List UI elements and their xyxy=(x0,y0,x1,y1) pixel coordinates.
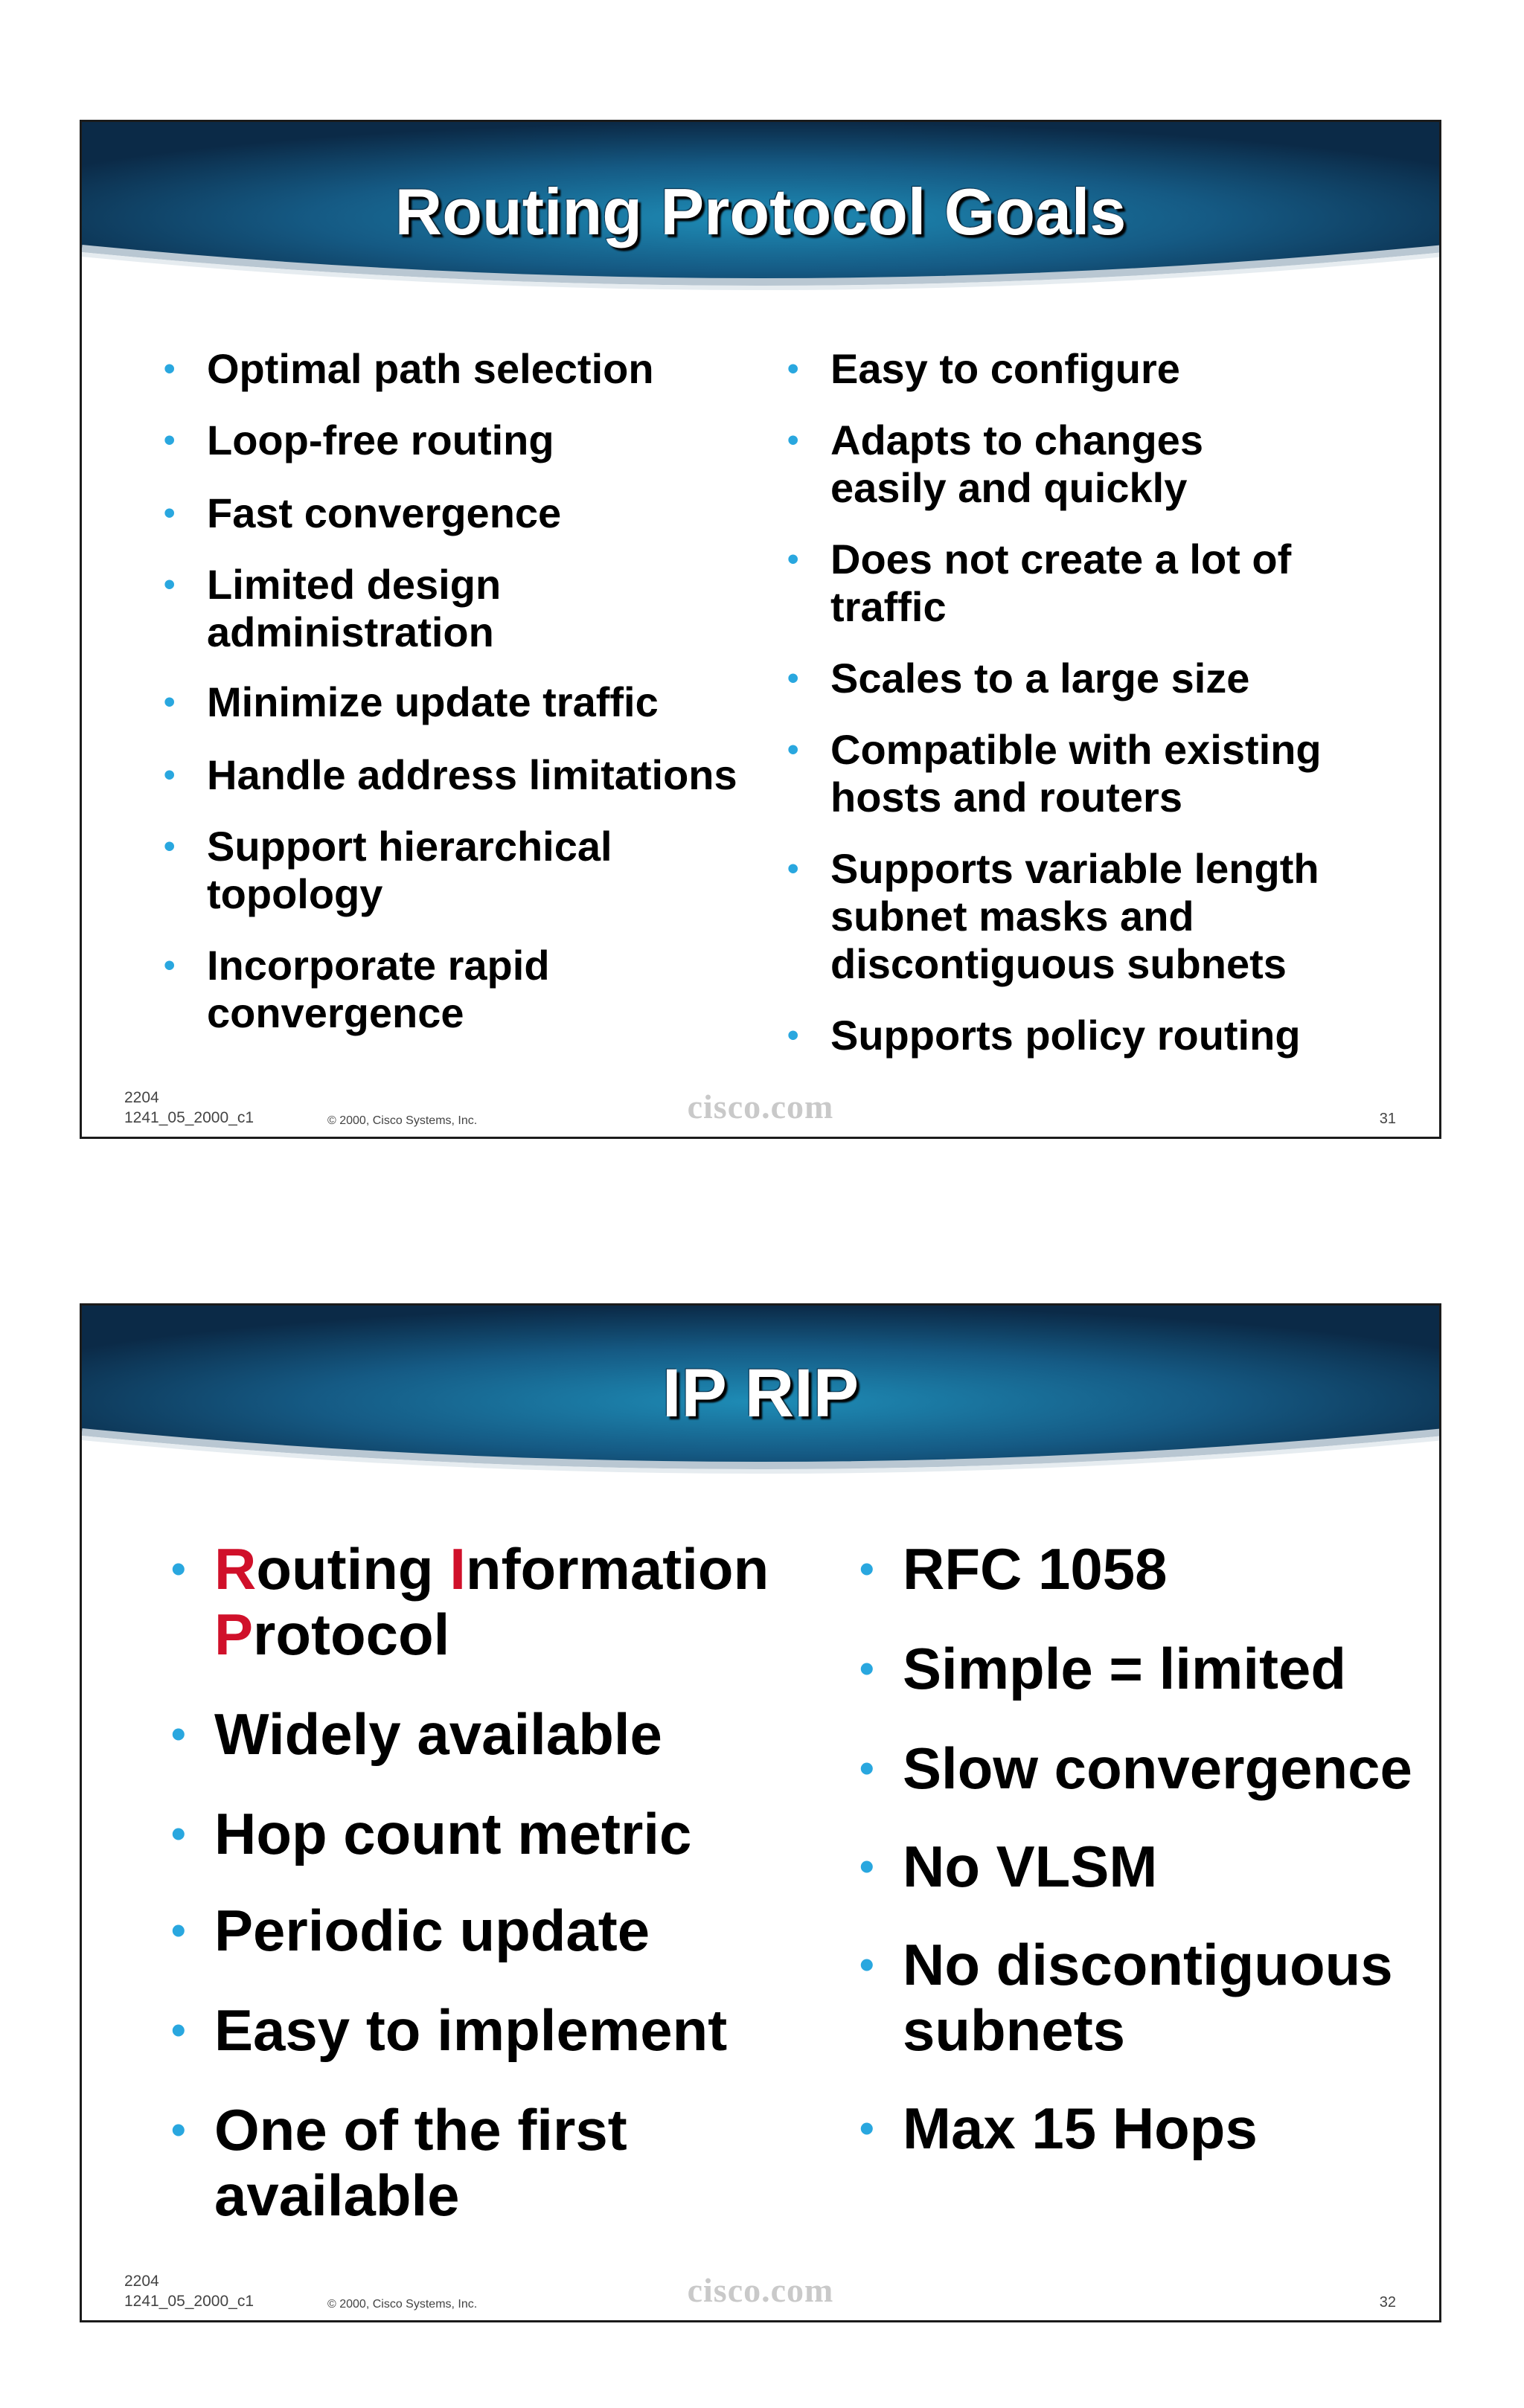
list-item: • Simple = limited xyxy=(859,1636,1347,1701)
list-item: • Handle address limitations xyxy=(164,751,737,798)
cisco-logo: cisco.com xyxy=(687,1088,834,1126)
list-item: • Max 15 Hops xyxy=(859,2096,1258,2161)
bullet-dot-icon: • xyxy=(164,422,176,458)
bullet-dot-icon: • xyxy=(787,850,799,887)
footer-copyright: © 2000, Cisco Systems, Inc. xyxy=(327,1114,478,1127)
footer-copyright: © 2000, Cisco Systems, Inc. xyxy=(327,2298,478,2311)
bullet-dot-icon: • xyxy=(859,1545,874,1592)
bullet-dot-icon: • xyxy=(859,1843,874,1890)
left-bullet-list xyxy=(171,1536,841,2228)
list-item: • Supports variable length subnet masks and discontiguous subnets xyxy=(787,845,1319,987)
page-number: 31 xyxy=(1379,1111,1396,1127)
list-item: • Widely available xyxy=(171,1701,662,1767)
list-item: • Slow convergence xyxy=(859,1736,1412,1801)
bullet-dot-icon: • xyxy=(171,1907,186,1953)
right-bullet-list xyxy=(859,1536,1425,2161)
list-item: • Support hierarchical topology xyxy=(164,823,612,917)
list-item: • Fast convergence xyxy=(164,489,562,536)
slide-ip-rip xyxy=(80,1303,1441,2322)
list-item: • Incorporate rapid convergence xyxy=(164,942,550,1036)
bullet-dot-icon: • xyxy=(164,684,176,720)
bullet-dot-icon: • xyxy=(171,2006,186,2053)
list-item: • Supports policy routing xyxy=(787,1012,1301,1059)
footer-code-line2: 1241_05_2000_c1 xyxy=(124,2293,254,2310)
list-item: • One of the first available xyxy=(171,2097,627,2228)
bullet-dot-icon: • xyxy=(787,422,799,458)
bullet-dot-icon: • xyxy=(787,1017,799,1053)
bullet-dot-icon: • xyxy=(171,1545,186,1592)
list-item: • No discontiguous subnets xyxy=(859,1932,1393,2063)
bullet-dot-icon: • xyxy=(859,1941,874,1988)
right-bullet-list xyxy=(787,345,1405,1059)
bullet-dot-icon: • xyxy=(164,947,176,983)
list-item: • Periodic update xyxy=(171,1898,650,1963)
list-item: • Compatible with existing hosts and routers xyxy=(787,726,1322,821)
footer-code-line1: 2204 xyxy=(124,2273,159,2290)
bullet-dot-icon: • xyxy=(787,350,799,387)
list-item: • Optimal path selection xyxy=(164,345,654,392)
bullet-dot-icon: • xyxy=(164,828,176,864)
bullet-dot-icon: • xyxy=(164,566,176,603)
bullet-dot-icon: • xyxy=(787,731,799,768)
bullet-dot-icon: • xyxy=(164,757,176,793)
list-item: • Adapts to changes easily and quickly xyxy=(787,417,1203,511)
bullet-dot-icon: • xyxy=(171,1810,186,1857)
list-item: • No VLSM xyxy=(859,1834,1158,1899)
footer-code-line1: 2204 xyxy=(124,1089,159,1106)
footer-code-line2: 1241_05_2000_c1 xyxy=(124,1109,254,1126)
list-item: • RFC 1058 xyxy=(859,1536,1168,1602)
list-item: • Easy to configure xyxy=(787,345,1180,392)
bullet-dot-icon: • xyxy=(164,495,176,531)
bullet-dot-icon: • xyxy=(787,541,799,577)
list-item: • Routing Information Protocol xyxy=(171,1536,769,1667)
left-bullet-list xyxy=(164,345,774,1037)
bullet-dot-icon: • xyxy=(859,1645,874,1692)
list-item: • Easy to implement xyxy=(171,1997,728,2063)
slide-title: Routing Protocol Goals xyxy=(394,175,1127,248)
list-item: • Does not create a lot of traffic xyxy=(787,536,1292,630)
bullet-dot-icon: • xyxy=(859,1744,874,1791)
list-item: • Hop count metric xyxy=(171,1801,692,1866)
bullet-dot-icon: • xyxy=(859,2104,874,2151)
list-item: • Scales to a large size xyxy=(787,655,1250,701)
page-number: 32 xyxy=(1379,2294,1396,2311)
list-item: • Limited design administration xyxy=(164,561,502,655)
bullet-dot-icon: • xyxy=(164,350,176,387)
list-item: • Loop-free routing xyxy=(164,417,554,463)
bullet-dot-icon: • xyxy=(171,1710,186,1757)
bullet-dot-icon: • xyxy=(787,660,799,696)
slide-routing-protocol-goals xyxy=(80,120,1441,1139)
cisco-logo: cisco.com xyxy=(687,2271,834,2309)
slide-title: IP RIP xyxy=(662,1355,859,1431)
bullet-dot-icon: • xyxy=(171,2106,186,2153)
list-item: • Minimize update traffic xyxy=(164,678,659,725)
